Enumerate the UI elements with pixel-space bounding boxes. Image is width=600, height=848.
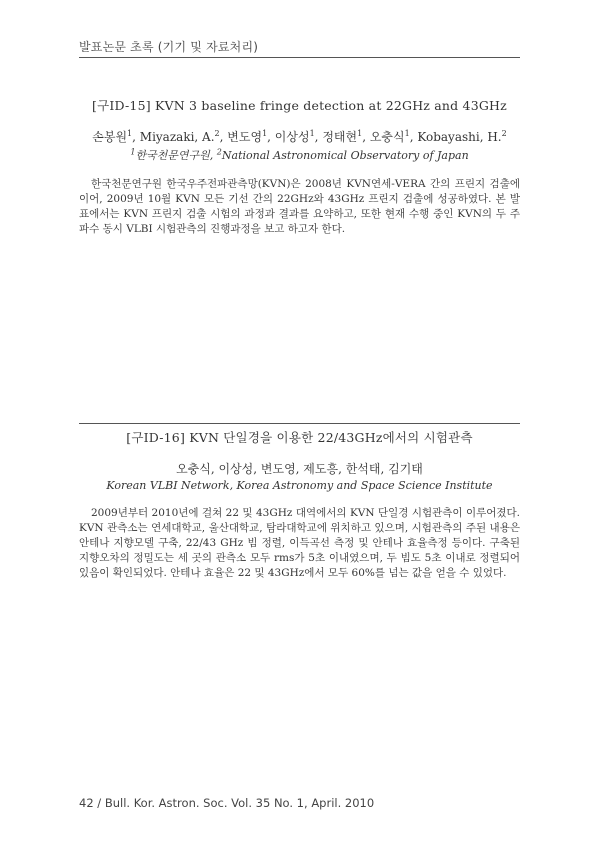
- author-sup: 1: [262, 129, 268, 138]
- affiliation-sup: 2: [216, 147, 222, 157]
- affiliation-line: Korean VLBI Network, Korea Astronomy and Space Science Institute: [106, 479, 493, 492]
- abstract-id15: [79, 96, 520, 237]
- affiliation-sup: 1: [130, 147, 136, 157]
- author-name: 손봉원: [92, 130, 128, 144]
- header-rule: [79, 57, 520, 58]
- footer-citation: 42 / Bull. Kor. Astron. Soc. Vol. 35 No. 1, April. 2010: [79, 796, 375, 810]
- author-sup: 1: [127, 129, 133, 138]
- abstract-id16: [79, 428, 520, 581]
- author-sup: 1: [404, 129, 410, 138]
- author-name: Kobayashi, H.: [417, 130, 502, 144]
- affiliation-name: 한국천문연구원: [135, 149, 210, 162]
- author-sup: 1: [357, 129, 363, 138]
- abstract-title: [구ID-16] KVN 단일경을 이용한 22/43GHz에서의 시험관측: [126, 430, 473, 445]
- author-name: Miyazaki, A.: [139, 130, 215, 144]
- running-head: 발표논문 초록 (기기 및 자료처리): [79, 40, 259, 54]
- section-divider: [79, 423, 520, 424]
- author-sup: 1: [309, 129, 315, 138]
- affiliation-name: National Astronomical Observatory of Japan: [221, 149, 469, 162]
- abstract-title: [구ID-15] KVN 3 baseline fringe detection at 22GHz and 43GHz: [92, 98, 507, 113]
- affiliation-line: $^1$한국천문연구원, $^2$National Astronomical Observatory of Japan: [130, 147, 469, 162]
- abstract-body: 한국천문연구원 한국우주전파관측망(KVN)은 2008년 KVN연세-VERA 간의 프린지 검출에 이어, 2009년 10월 KVN 모든 기선 간의 22GHz와 43GHz 프린지 검출에 성공하였다. 본 발표에서는 KVN 프린지 검출 시험의 과정과 결과를 요약하고, 또한 현재 수행 중인 KVN의 두 주파수 동시 VLBI 시험관측의 진행과정을 보고 하고자 한다.: [79, 178, 520, 235]
- author-list: 손봉원$^1$, Miyazaki, A.$^2$, 변도영$^1$, 이상성$^1$, 정태현$^1$, 오충식$^1$, Kobayashi, H.$^2$: [92, 129, 507, 144]
- author-sup: 2: [214, 129, 220, 138]
- author-name: 변도영: [227, 130, 263, 144]
- author-name: 오충식: [369, 130, 405, 144]
- author-name: 정태현: [322, 130, 358, 144]
- author-sup: 2: [501, 129, 507, 138]
- author-name: 이상성: [274, 130, 310, 144]
- author-list: 오충식, 이상성, 변도영, 제도흥, 한석태, 김기태: [176, 462, 423, 476]
- abstract-body: 2009년부터 2010년에 걸쳐 22 및 43GHz 대역에서의 KVN 단일경 시험관측이 이루어졌다. KVN 관측소는 연세대학교, 울산대학교, 탐라대학교에 위치하고 있으며, 시험관측의 주된 내용은 안테나 지향모델 구축, 22/43 GHz 빔 정렬, 이득곡선 측정 및 안테나 효율측정 등이다. 구축된 지향오차의 정밀도는 세 곳의 관측소 모두 rms가 5초 이내였으며, 두 빔도 5초 이내로 정렬되어 있음이 확인되었다. 안테나 효율은 22 및 43GHz에서 모두 60%를 넘는 값을 얻을 수 있었다.: [79, 507, 520, 579]
